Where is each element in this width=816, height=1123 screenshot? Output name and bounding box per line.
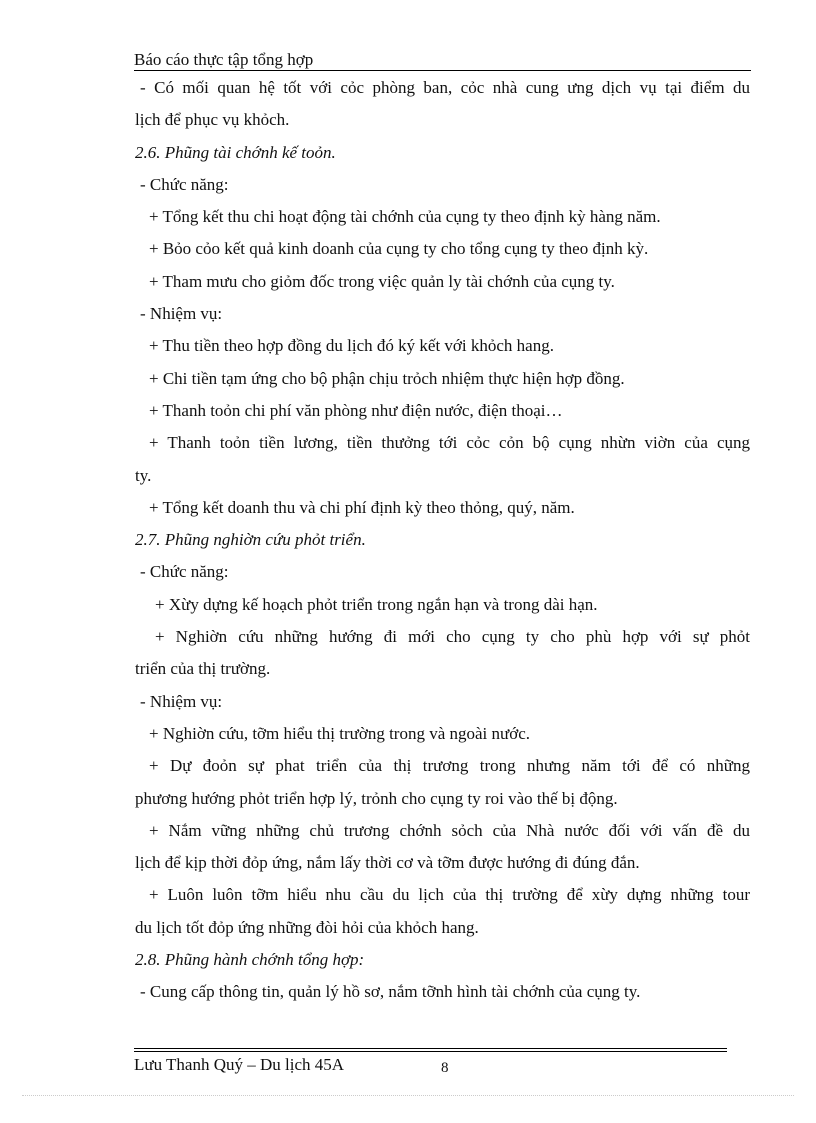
- body-line: + Nghiờn cứu, tỡm hiểu thị trường trong và ngoài nước.: [149, 723, 531, 743]
- body-line: + Tham mưu cho giỏm đốc trong việc quản ly tài chớnh của cụng ty.: [149, 271, 615, 291]
- body-line: + Luôn luôn tỡm hiểu nhu cầu du lịch của thị trường để xừy dựng những tour: [149, 885, 750, 905]
- body-line: lịch để kịp thời đỏp ứng, nắm lấy thời cơ và tỡm được hướng đi đúng đắn.: [135, 853, 640, 873]
- body-line: - Cung cấp thông tin, quản lý hồ sơ, nắm tỡnh hình tài chớnh của cụng ty.: [140, 982, 641, 1002]
- body-line: + Bỏo cỏo kết quả kinh doanh của cụng ty cho tổng cụng ty theo định kỳ.: [149, 239, 649, 259]
- footer-author: Lưu Thanh Quý – Du lịch 45A: [134, 1055, 345, 1074]
- header-title: Báo cáo thực tập tổng hợp: [134, 50, 314, 69]
- section-heading: 2.7. Phũng nghiờn cứu phỏt triển.: [135, 530, 366, 550]
- body-line: + Dự đoỏn sự phat triển của thị trương trong nhưng năm tới để có những: [149, 756, 750, 776]
- section-heading: 2.8. Phũng hành chớnh tổng hợp:: [135, 950, 365, 970]
- body-line: triển của thị trường.: [135, 659, 271, 679]
- page-number: 8: [441, 1060, 449, 1076]
- body-line: lịch để phục vụ khỏch.: [135, 110, 290, 130]
- body-line: - Có mối quan hệ tốt với cỏc phòng ban, cỏc nhà cung ưng dịch vụ tại điểm du: [140, 78, 750, 97]
- body-line: du lịch tốt đỏp ứng những đòi hỏi của khỏch hang.: [135, 917, 479, 937]
- header-rule: [134, 70, 751, 71]
- body-line: phương hướng phỏt triển hợp lý, trỏnh cho cụng ty roi vào thế bị động.: [135, 788, 618, 808]
- body-line: + Nắm vững những chủ trương chớnh sỏch của Nhà nước đối với vấn đề du: [149, 820, 750, 840]
- body-line: - Chức năng:: [140, 174, 229, 194]
- section-heading: 2.6. Phũng tài chớnh kế toỏn.: [135, 142, 336, 162]
- body-line: + Thu tiền theo hợp đồng du lịch đó ký kết với khỏch hang.: [149, 336, 554, 356]
- body-line: - Chức năng:: [140, 562, 229, 582]
- body-line: + Xừy dựng kế hoạch phỏt triển trong ngắn hạn và trong dài hạn.: [155, 594, 598, 614]
- body-line: + Nghiờn cứu những hướng đi mới cho cụng ty cho phù hợp với sự phỏt: [155, 627, 750, 647]
- body-line: - Nhiệm vụ:: [140, 304, 223, 324]
- body-line: + Thanh toỏn chi phí văn phòng như điện nước, điện thoại…: [149, 400, 563, 420]
- body-line: - Nhiệm vụ:: [140, 691, 223, 711]
- footer-rule: [134, 1048, 727, 1049]
- body-line: + Tổng kết thu chi hoạt động tài chớnh của cụng ty theo định kỳ hàng năm.: [149, 207, 661, 227]
- document-body: [135, 72, 750, 1009]
- body-line: ty.: [135, 465, 152, 485]
- body-line: + Chi tiền tạm ứng cho bộ phận chịu trỏch nhiệm thực hiện hợp đồng.: [149, 368, 625, 388]
- page-bottom-divider: [22, 1095, 794, 1096]
- body-line: + Tổng kết doanh thu và chi phí định kỳ theo thỏng, quý, năm.: [149, 497, 575, 517]
- body-line: + Thanh toỏn tiền lương, tiền thưởng tới cỏc cỏn bộ cụng nhừn viờn của cụng: [149, 433, 750, 453]
- footer-rule: [134, 1051, 727, 1052]
